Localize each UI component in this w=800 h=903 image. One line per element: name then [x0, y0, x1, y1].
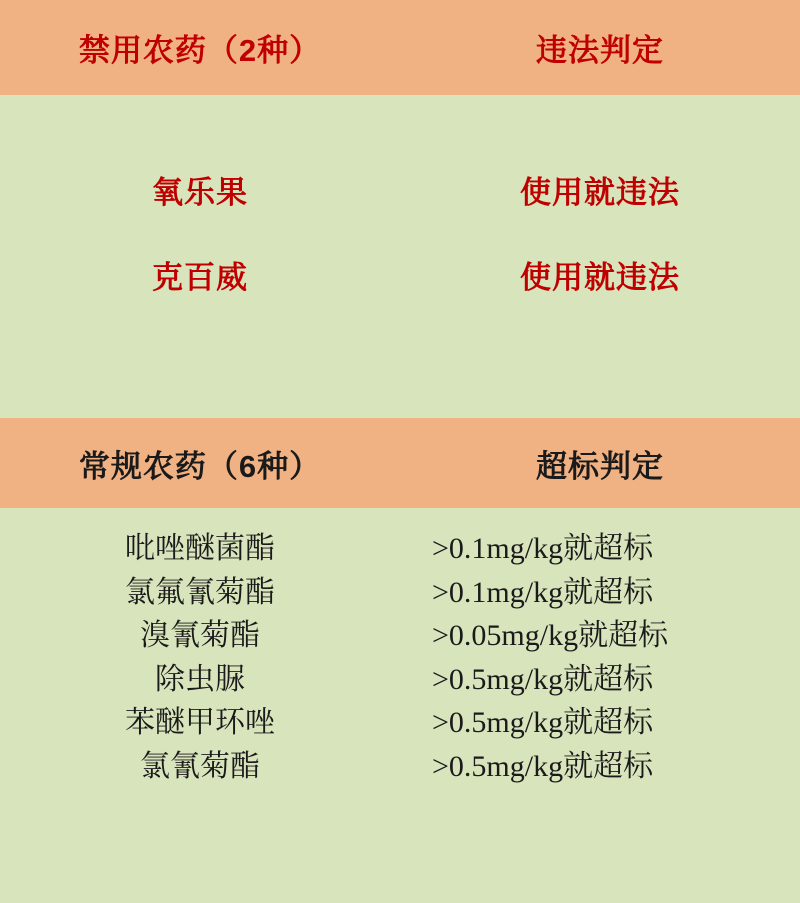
regular-pesticide-limit: >0.5mg/kg就超标: [432, 706, 654, 739]
banned-row-list: [0, 95, 800, 297]
regular-pesticide-limit: >0.05mg/kg就超标: [432, 619, 669, 652]
table-row: [0, 617, 800, 655]
regular-header-name: 常规农药（6种）: [78, 448, 322, 484]
regular-section-header: [0, 418, 800, 508]
table-row: [0, 530, 800, 568]
regular-pesticide-name: 除虫脲: [155, 662, 245, 696]
table-row: [0, 704, 800, 742]
banned-pesticide-name: 克百威: [152, 260, 248, 295]
table-row: [0, 661, 800, 699]
banned-header-judgment: 违法判定: [536, 33, 664, 68]
table-row: [0, 748, 800, 786]
table-row: [0, 574, 800, 612]
banned-section-body: [0, 95, 800, 418]
table-row: [0, 252, 800, 297]
regular-header-limit: 超标判定: [536, 448, 664, 484]
regular-pesticide-name: 吡唑醚菌酯: [125, 532, 275, 565]
banned-pesticide-name: 氧乐果: [152, 175, 248, 210]
regular-pesticide-name: 氯氟氰菊酯: [125, 575, 275, 609]
regular-pesticide-limit: >0.5mg/kg就超标: [432, 662, 654, 696]
regular-pesticide-name: 溴氰菊酯: [140, 619, 260, 652]
banned-pesticide-judgment: 使用就违法: [520, 175, 680, 210]
regular-pesticide-name: 苯醚甲环唑: [125, 706, 275, 739]
regular-pesticide-limit: >0.1mg/kg就超标: [432, 532, 654, 565]
regular-pesticide-limit: >0.5mg/kg就超标: [432, 749, 654, 783]
regular-row-list: [0, 508, 800, 785]
table-row: [0, 167, 800, 212]
banned-header-name: 禁用农药（2种）: [78, 33, 322, 68]
regular-pesticide-name: 氯氰菊酯: [140, 749, 260, 783]
banned-pesticide-judgment: 使用就违法: [520, 260, 680, 295]
regular-pesticide-limit: >0.1mg/kg就超标: [432, 575, 654, 609]
banned-section-header: [0, 0, 800, 95]
regular-section-body: [0, 508, 800, 903]
